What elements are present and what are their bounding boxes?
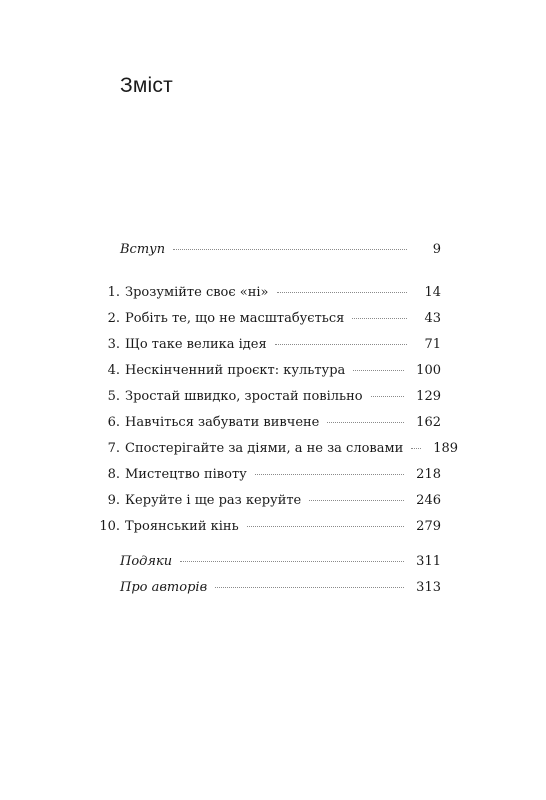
toc-entry-chapter-3[interactable] <box>90 335 441 355</box>
toc-entry-number: 10. <box>99 519 120 534</box>
dot-leader <box>255 474 404 475</box>
toc-entry-page: 279 <box>416 519 441 534</box>
toc-entry-label: Зрозумійте своє «ні» <box>125 285 269 300</box>
toc-entry-chapter-7[interactable] <box>90 439 459 459</box>
toc-entry-page: 218 <box>416 467 441 482</box>
toc-entry-page: 246 <box>416 493 441 508</box>
toc-entry-number: 5. <box>107 389 120 404</box>
toc-entry-chapter-10[interactable] <box>90 517 441 537</box>
toc-entry-chapter-1[interactable] <box>90 283 441 303</box>
toc-entry-label: Подяки <box>120 554 173 569</box>
toc-entry-page: 9 <box>432 242 441 257</box>
toc-entry-chapter-5[interactable] <box>90 387 441 407</box>
toc-entry-page: 313 <box>416 580 441 595</box>
toc-entry-label: Робіть те, що не масштабується <box>125 311 345 326</box>
dot-leader <box>352 318 407 319</box>
toc-entry-label: Навчіться забувати вивчене <box>125 415 320 430</box>
toc-entry-page: 43 <box>424 311 441 326</box>
dot-leader <box>277 292 407 293</box>
toc-entry-number: 8. <box>107 467 120 482</box>
dot-leader <box>173 249 407 250</box>
toc-entry-page: 71 <box>424 337 441 352</box>
toc-entry-page: 311 <box>416 554 441 569</box>
toc-entry-page: 189 <box>433 441 459 456</box>
toc-entry-page: 129 <box>416 389 441 404</box>
toc-entry-number: 2. <box>107 311 120 326</box>
toc-entry-number: 6. <box>107 415 120 430</box>
dot-leader <box>215 587 404 588</box>
toc-entry-label: Мистецтво півоту <box>125 467 247 482</box>
toc-entry-number: 7. <box>107 441 120 456</box>
toc-entry-label: Про авторів <box>120 580 208 595</box>
toc-entry-chapter-6[interactable] <box>90 413 441 433</box>
toc-entry-page: 100 <box>416 363 441 378</box>
toc-entry-chapter-4[interactable] <box>90 361 441 381</box>
dot-leader <box>275 344 407 345</box>
toc-entry-page: 14 <box>424 285 441 300</box>
toc-entry-label: Троянський кінь <box>125 519 239 534</box>
toc-entry-chapter-8[interactable] <box>90 465 441 485</box>
dot-leader <box>353 370 404 371</box>
toc-entry-number: 3. <box>107 337 120 352</box>
toc-entry-label: Нескінченний проєкт: культура <box>125 363 346 378</box>
toc-entry-page: 162 <box>416 415 441 430</box>
toc-entry-label: Спостерігайте за діями, а не за словами <box>125 441 404 456</box>
toc-entry-label: Зростай швидко, зростай повільно <box>125 389 363 404</box>
dot-leader <box>371 396 405 397</box>
dot-leader <box>327 422 404 423</box>
toc-entry-about-authors[interactable] <box>90 578 441 598</box>
page-title: Зміст <box>120 74 173 97</box>
toc-entry-intro[interactable] <box>90 240 441 260</box>
toc-entry-label: Що таке велика ідея <box>125 337 267 352</box>
toc-entry-label: Вступ <box>120 242 166 257</box>
dot-leader <box>247 526 405 527</box>
toc-entry-number: 1. <box>107 285 120 300</box>
toc-entry-number: 4. <box>107 363 120 378</box>
dot-leader <box>411 448 421 449</box>
dot-leader <box>180 561 404 562</box>
toc-entry-chapter-9[interactable] <box>90 491 441 511</box>
toc-entry-number: 9. <box>107 493 120 508</box>
toc-entry-acknowledgements[interactable] <box>90 552 441 572</box>
dot-leader <box>309 500 404 501</box>
toc-entry-chapter-2[interactable] <box>90 309 441 329</box>
toc-entry-label: Керуйте і ще раз керуйте <box>125 493 302 508</box>
